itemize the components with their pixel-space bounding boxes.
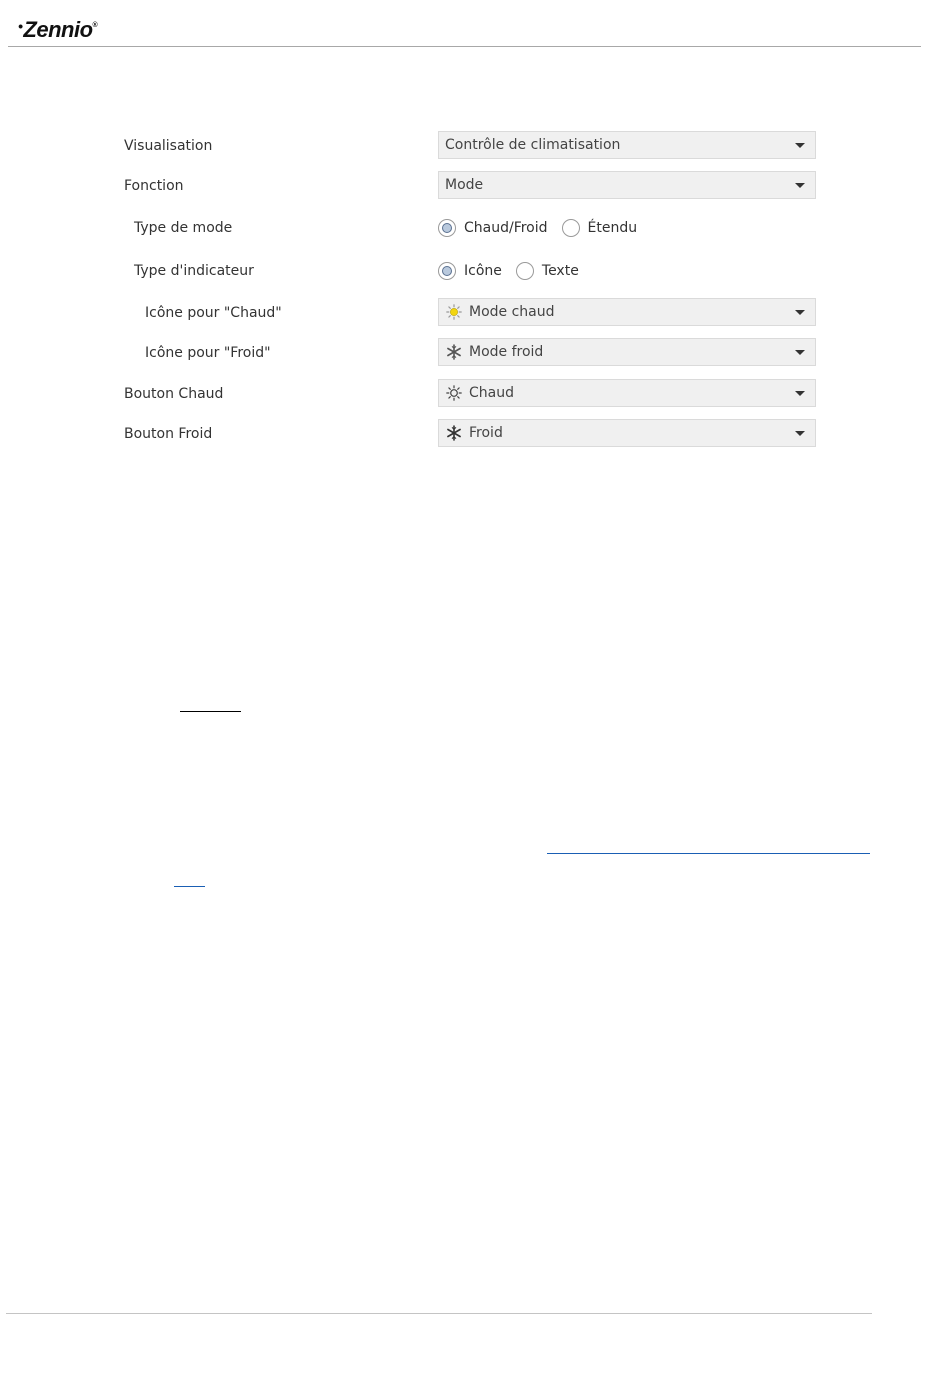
type-de-mode-radio-group bbox=[438, 217, 651, 239]
radio-icone[interactable] bbox=[438, 262, 502, 280]
chevron-down-icon bbox=[795, 143, 805, 148]
link-underline[interactable] bbox=[547, 853, 870, 854]
bouton-froid-value: Froid bbox=[469, 425, 503, 441]
header-divider bbox=[8, 46, 921, 47]
link-underline[interactable] bbox=[174, 886, 205, 887]
radio-etendu-label: Étendu bbox=[587, 220, 638, 236]
snowflake-icon bbox=[446, 425, 462, 441]
zennio-logo: •Zennio® bbox=[18, 17, 98, 42]
icone-froid-value: Mode froid bbox=[469, 344, 544, 360]
chevron-down-icon bbox=[795, 310, 805, 315]
icone-froid-label: Icône pour "Froid" bbox=[145, 345, 271, 361]
footer-divider bbox=[6, 1313, 872, 1314]
fonction-value: Mode bbox=[445, 177, 484, 193]
icone-chaud-label: Icône pour "Chaud" bbox=[145, 305, 282, 321]
radio-etendu[interactable] bbox=[562, 219, 638, 237]
radio-checked-icon bbox=[438, 219, 456, 237]
radio-unchecked-icon bbox=[562, 219, 580, 237]
chevron-down-icon bbox=[795, 350, 805, 355]
radio-chaud-froid-label: Chaud/Froid bbox=[464, 220, 548, 236]
fonction-label: Fonction bbox=[124, 178, 184, 194]
chevron-down-icon bbox=[795, 431, 805, 436]
underline-mark bbox=[180, 711, 241, 712]
bouton-chaud-dropdown[interactable] bbox=[438, 379, 816, 407]
visualisation-value: Contrôle de climatisation bbox=[445, 137, 621, 153]
radio-icone-label: Icône bbox=[464, 263, 502, 279]
type-de-mode-label: Type de mode bbox=[134, 220, 233, 236]
icone-froid-dropdown[interactable] bbox=[438, 338, 816, 366]
snowflake-icon bbox=[446, 344, 462, 360]
icone-chaud-value: Mode chaud bbox=[469, 304, 555, 320]
chevron-down-icon bbox=[795, 183, 805, 188]
radio-checked-icon bbox=[438, 262, 456, 280]
radio-chaud-froid[interactable] bbox=[438, 219, 548, 237]
chevron-down-icon bbox=[795, 391, 805, 396]
bouton-froid-dropdown[interactable] bbox=[438, 419, 816, 447]
visualisation-dropdown[interactable] bbox=[438, 131, 816, 159]
type-indicateur-radio-group bbox=[438, 260, 593, 282]
bouton-chaud-value: Chaud bbox=[469, 385, 514, 401]
radio-unchecked-icon bbox=[516, 262, 534, 280]
bouton-froid-label: Bouton Froid bbox=[124, 426, 213, 442]
sun-outline-icon bbox=[446, 385, 462, 401]
radio-texte-label: Texte bbox=[541, 263, 579, 279]
icone-chaud-dropdown[interactable] bbox=[438, 298, 816, 326]
fonction-dropdown[interactable] bbox=[438, 171, 816, 199]
radio-texte[interactable] bbox=[516, 262, 579, 280]
bouton-chaud-label: Bouton Chaud bbox=[124, 386, 224, 402]
visualisation-label: Visualisation bbox=[124, 138, 213, 154]
sun-icon bbox=[446, 304, 462, 320]
type-indicateur-label: Type d'indicateur bbox=[134, 263, 254, 279]
